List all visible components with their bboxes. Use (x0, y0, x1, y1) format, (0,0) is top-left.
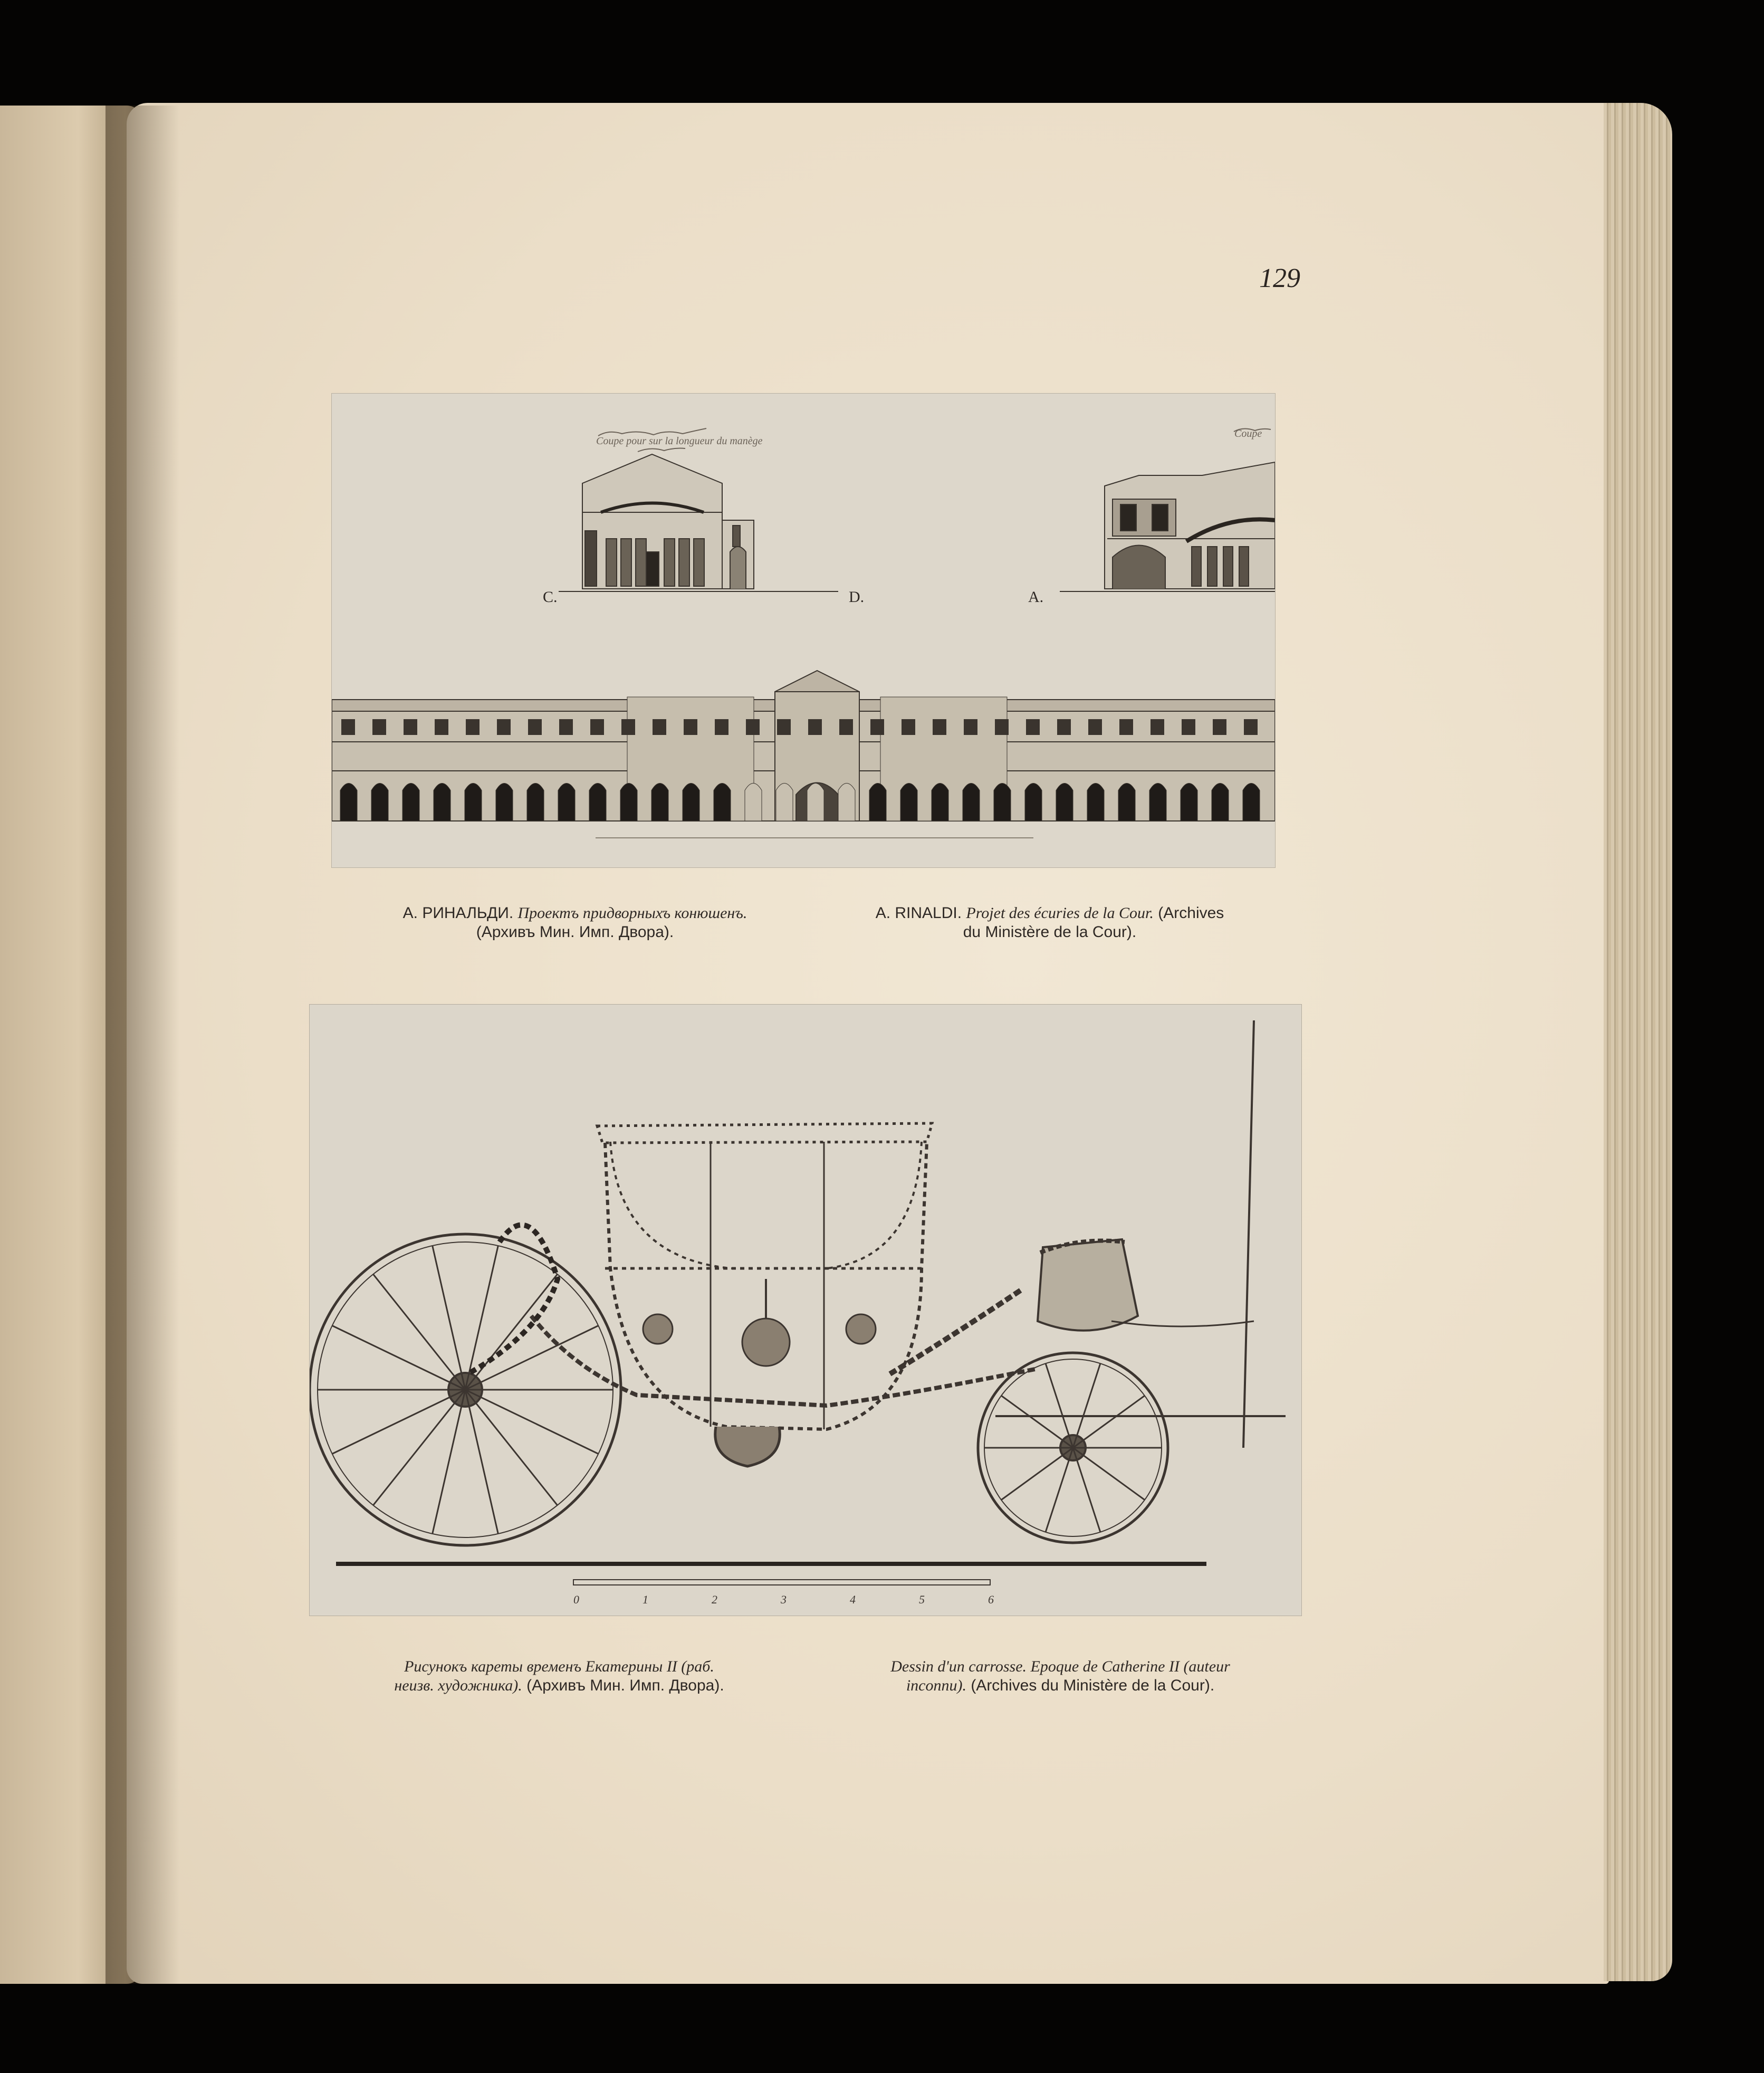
facade-window (435, 719, 448, 735)
facade-window (559, 719, 573, 735)
facade-arch (402, 784, 419, 821)
facade-window (870, 719, 884, 735)
facade-window (1182, 719, 1195, 735)
facade-arch (932, 784, 948, 821)
caption-stables-fr (823, 904, 1277, 942)
facade-window (528, 719, 542, 735)
carriage-plate (309, 1004, 1302, 1616)
wheel-spoke (1001, 1448, 1073, 1500)
caption-carriage-ru-source: (Архивъ Мин. Имп. Двора). (526, 1677, 724, 1694)
facade-window (1213, 719, 1226, 735)
rear-wheel (310, 1234, 621, 1545)
facade-window (1119, 719, 1133, 735)
facade-arch (340, 784, 357, 821)
facade-arch (558, 784, 575, 821)
carriage-drawing (310, 1005, 1301, 1616)
facade-window (715, 719, 728, 735)
facade-window (341, 719, 355, 735)
facade-arch (527, 784, 544, 821)
page-number: 129 (1259, 263, 1300, 293)
facade-arch (371, 784, 388, 821)
label-a: A. (1028, 588, 1044, 606)
facade-arch (1025, 784, 1042, 821)
wheel-spoke (1073, 1448, 1100, 1532)
front-wheel (978, 1353, 1168, 1543)
wheel-spoke (465, 1326, 598, 1390)
facade-arch (589, 784, 606, 821)
facade-arch (651, 784, 668, 821)
scale-label: 2 (712, 1593, 717, 1606)
scale-label: 3 (781, 1593, 787, 1606)
gutter-shadow (106, 106, 179, 1984)
facade-window (653, 719, 666, 735)
scale-label: 4 (850, 1593, 856, 1606)
facade-window (372, 719, 386, 735)
facade-window (777, 719, 791, 735)
facade-window (404, 719, 417, 735)
caption-carriage-ru (327, 1657, 791, 1695)
caption-source-fr-1: (Archives (1158, 904, 1224, 922)
caption-author-ru: А. РИНАЛЬДИ. (402, 904, 514, 922)
facade-window (621, 719, 635, 735)
wheel-spoke (1001, 1396, 1073, 1448)
facade-window (1057, 719, 1071, 735)
facade-window (964, 719, 977, 735)
facade-window (1088, 719, 1102, 735)
facade-window (839, 719, 853, 735)
facade-arch (620, 784, 637, 821)
facade-window (1026, 719, 1040, 735)
caption-source-fr-2: du Ministère de la Cour). (963, 923, 1137, 941)
label-d: D. (849, 588, 865, 606)
facade-arch (776, 784, 793, 821)
facade-arch (1181, 784, 1197, 821)
facade-arch (1118, 784, 1135, 821)
carriage-scale-labels (573, 1593, 994, 1606)
facade-arch (807, 784, 824, 821)
stables-plate (331, 393, 1276, 868)
section-cd (559, 454, 838, 591)
facade-arch (1056, 784, 1073, 821)
facade-arch (1212, 784, 1229, 821)
handwritten-note-left: Coupe pour sur la longueur du manège (596, 435, 763, 447)
coach-roof (597, 1123, 932, 1143)
wheel-spoke (332, 1390, 465, 1454)
facade-arch (496, 784, 513, 821)
wheel-spoke (465, 1390, 598, 1454)
caption-carriage-ru-title-2: неизв. художника). (394, 1677, 522, 1694)
scale-label: 0 (573, 1593, 579, 1606)
facade-arch (745, 784, 762, 821)
facade-window (466, 719, 480, 735)
facade-arch (434, 784, 450, 821)
section-a (1060, 462, 1275, 591)
facade-window (808, 719, 822, 735)
scale-label: 6 (988, 1593, 994, 1606)
stables-drawing (332, 394, 1275, 867)
wheel-spoke (1073, 1363, 1100, 1448)
facade-arch (963, 784, 980, 821)
facade-arch (869, 784, 886, 821)
facade-arch (1149, 784, 1166, 821)
caption-stables-ru (338, 904, 812, 942)
caption-author-fr: A. RINALDI. (875, 904, 962, 922)
wheel-spoke (1073, 1396, 1145, 1448)
facade-arch (1087, 784, 1104, 821)
facade-window (590, 719, 604, 735)
facade-arch (838, 784, 855, 821)
caption-carriage-fr-title-2: inconnu). (906, 1677, 966, 1694)
facade-arch (465, 784, 482, 821)
facade-arch (994, 784, 1011, 821)
facade-window (1151, 719, 1164, 735)
facade-arch (683, 784, 699, 821)
caption-carriage-fr-title-1: Dessin d'un carrosse. Epoque de Catherine II (auteur (890, 1658, 1230, 1675)
caption-source-ru: (Архивъ Мин. Имп. Двора). (476, 923, 674, 941)
wheel-spoke (1073, 1448, 1145, 1500)
page-edges (1604, 103, 1672, 1981)
facade-arch (714, 784, 731, 821)
facade-window (746, 719, 760, 735)
caption-carriage-fr (823, 1657, 1298, 1695)
handwritten-note-right: Coupe (1234, 428, 1262, 440)
facade-arch (900, 784, 917, 821)
caption-carriage-ru-title-1: Рисунокъ кареты временъ Екатерины II (раб. (404, 1658, 714, 1675)
facade-window (902, 719, 915, 735)
facade-window (995, 719, 1009, 735)
caption-carriage-fr-source: (Archives du Ministère de la Cour). (971, 1677, 1215, 1694)
wheel-spoke (1046, 1448, 1073, 1532)
label-c: C. (543, 588, 558, 606)
wheel-spoke (332, 1326, 465, 1390)
facade-window (1244, 719, 1258, 735)
caption-title-ru: Проектъ придворныхъ конюшенъ. (517, 904, 747, 922)
facade-window (684, 719, 697, 735)
caption-title-fr: Projet des écuries de la Cour. (966, 904, 1154, 922)
facade-arch (1243, 784, 1260, 821)
facade-window (933, 719, 946, 735)
wheel-spoke (1046, 1363, 1073, 1448)
facade-window (497, 719, 511, 735)
scale-label: 1 (643, 1593, 648, 1606)
scale-label: 5 (919, 1593, 925, 1606)
